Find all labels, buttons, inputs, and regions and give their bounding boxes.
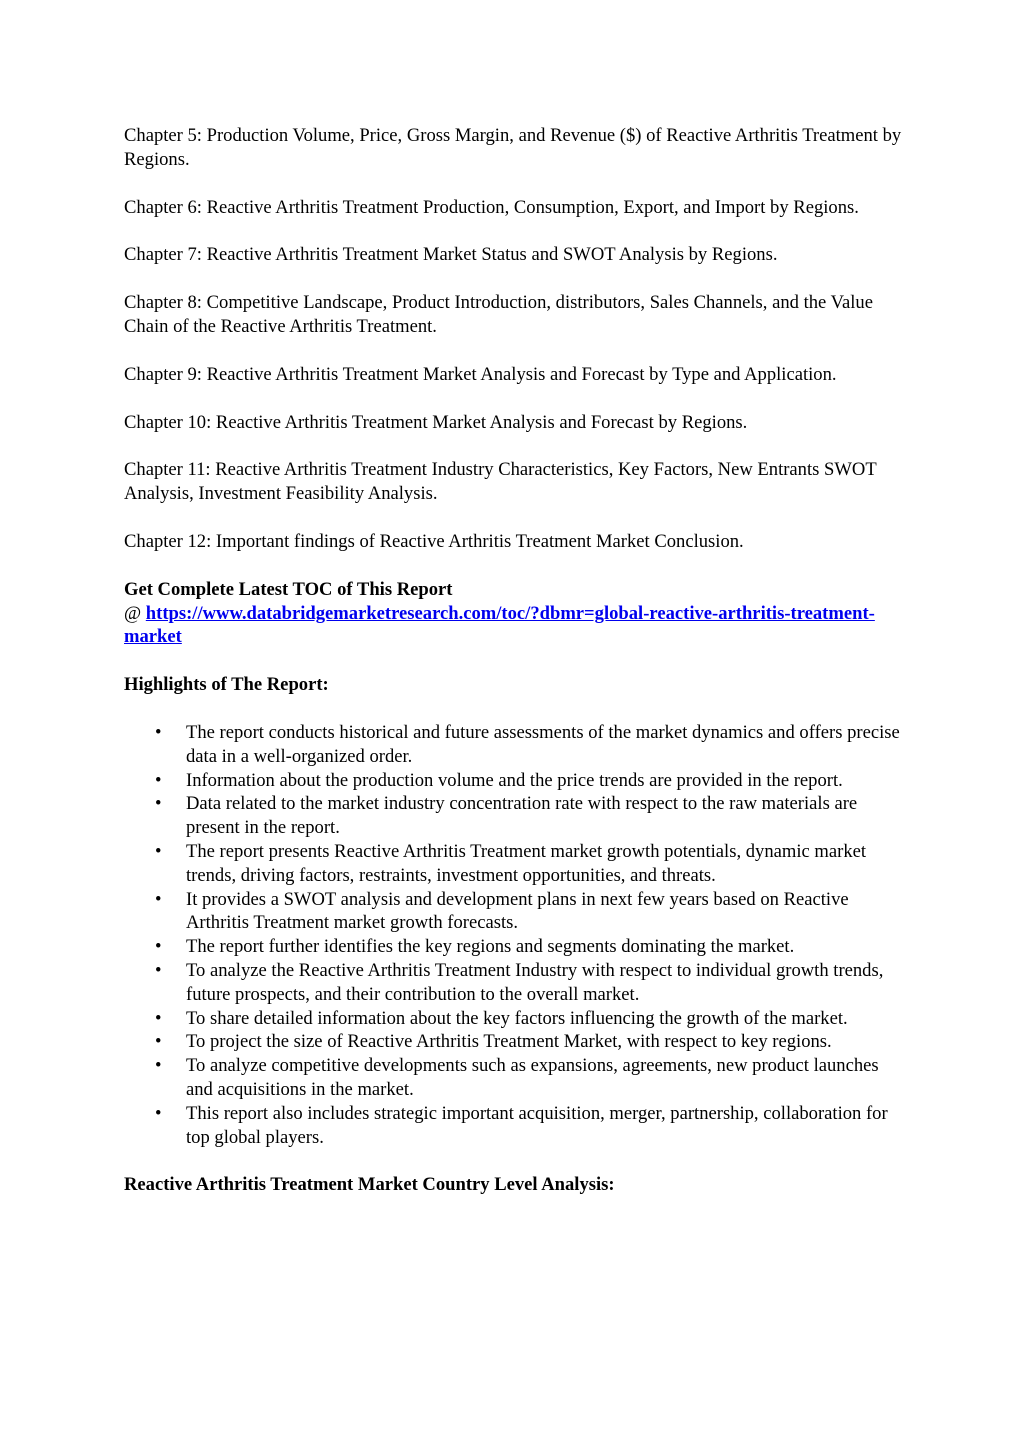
list-item [124, 721, 904, 769]
toc-block [124, 578, 904, 649]
bullet-icon: • [155, 1102, 162, 1124]
list-item-text: It provides a SWOT analysis and development plans in next few years based on Reactive Arthritis Treatment market growth forecasts. [186, 888, 849, 934]
list-item-text: The report presents Reactive Arthritis Treatment market growth potentials, dynamic market trends, driving factors, restraints, investment opportunities, and threats. [186, 840, 867, 886]
list-item-text: Information about the production volume and the price trends are provided in the report. [186, 769, 843, 791]
toc-link[interactable]: https://www.databridgemarketresearch.com/toc/?dbmr=global-reactive-arthritis-treatment-market [124, 602, 875, 648]
at-prefix: @ [124, 602, 146, 624]
bullet-icon: • [155, 793, 162, 815]
bullet-icon: • [155, 1055, 162, 1077]
bullet-icon: • [155, 959, 162, 981]
list-item-text: The report further identifies the key regions and segments dominating the market. [186, 936, 795, 958]
chapter-8: Chapter 8: Competitive Landscape, Product Introduction, distributors, Sales Channels, and the Value Chain of the Reactive Arthritis Treatment. [124, 292, 873, 337]
toc-link-row [124, 603, 875, 648]
highlights-title: Highlights of The Report: [124, 674, 329, 696]
bullet-icon: • [155, 936, 162, 958]
bullet-icon: • [155, 1031, 162, 1053]
chapter-9: Chapter 9: Reactive Arthritis Treatment Market Analysis and Forecast by Type and Application. [124, 363, 837, 385]
country-section-title: Reactive Arthritis Treatment Market Country Level Analysis: [124, 1174, 615, 1196]
chapter-11: Chapter 11: Reactive Arthritis Treatment Industry Characteristics, Key Factors, New Entrants SWOT Analysis, Investment Feasibility Analysis. [124, 459, 877, 505]
list-item-text: To share detailed information about the key factors influencing the growth of the market. [186, 1007, 848, 1029]
list-item [124, 1054, 904, 1102]
bullet-icon: • [155, 721, 162, 743]
list-item [124, 1102, 904, 1150]
chapter-10: Chapter 10: Reactive Arthritis Treatment Market Analysis and Forecast by Regions. [124, 411, 748, 433]
list-item-text: To analyze the Reactive Arthritis Treatment Industry with respect to individual growth trends, future prospects, and their contribution to the overall market. [186, 959, 884, 1005]
list-item-text: This report also includes strategic important acquisition, merger, partnership, collaboration for top global players. [186, 1102, 888, 1148]
chapter-6: Chapter 6: Reactive Arthritis Treatment Production, Consumption, Export, and Import by Regions. [124, 196, 859, 218]
list-item [124, 840, 904, 888]
list-item [124, 888, 904, 936]
list-item [124, 1007, 904, 1031]
list-item [124, 769, 904, 793]
list-item-text: Data related to the market industry concentration rate with respect to the raw materials are present in the report. [186, 793, 858, 839]
list-item [124, 792, 904, 840]
bullet-icon: • [155, 888, 162, 910]
toc-heading: Get Complete Latest TOC of This Report [124, 578, 453, 600]
list-item-text: The report conducts historical and future assessments of the market dynamics and offers precise data in a well-organized order. [186, 721, 900, 767]
chapter-7: Chapter 7: Reactive Arthritis Treatment Market Status and SWOT Analysis by Regions. [124, 244, 778, 266]
chapter-12: Chapter 12: Important findings of Reactive Arthritis Treatment Market Conclusion. [124, 530, 744, 552]
document-page [124, 124, 904, 1197]
list-item [124, 959, 904, 1007]
list-item-text: To project the size of Reactive Arthritis Treatment Market, with respect to key regions. [186, 1031, 832, 1053]
list-item [124, 1030, 904, 1054]
highlights-list [124, 721, 904, 1149]
list-item-text: To analyze competitive developments such as expansions, agreements, new product launches and acquisitions in the market. [186, 1055, 879, 1100]
chapter-5: Chapter 5: Production Volume, Price, Gross Margin, and Revenue ($) of Reactive Arthritis Treatment by Regions. [124, 125, 902, 170]
list-item [124, 935, 904, 959]
bullet-icon: • [155, 769, 162, 791]
bullet-icon: • [155, 840, 162, 862]
bullet-icon: • [155, 1007, 162, 1029]
